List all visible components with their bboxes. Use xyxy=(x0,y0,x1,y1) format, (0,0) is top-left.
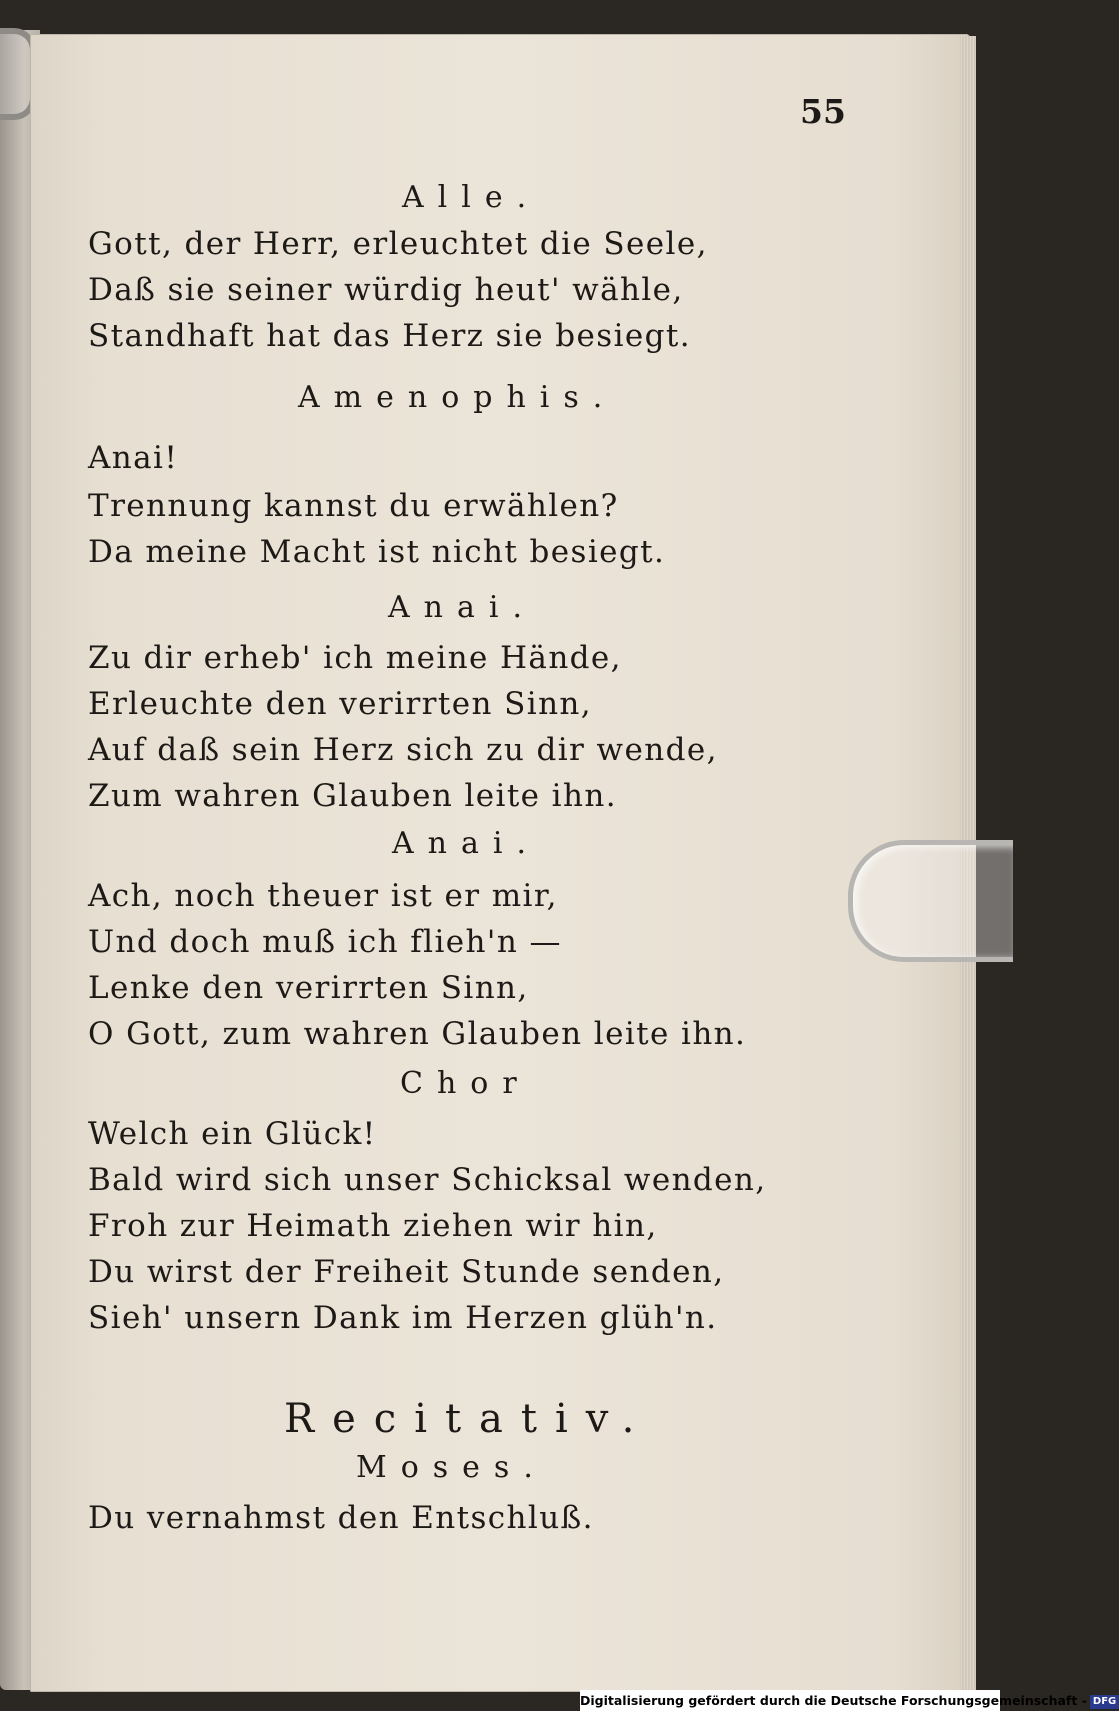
speaker-anai: Anai. xyxy=(392,826,541,861)
verse-line: Auf daß sein Herz sich zu dir wende, xyxy=(88,732,718,768)
verse-line: Standhaft hat das Herz sie besiegt. xyxy=(88,318,691,354)
dfg-logo: DFG xyxy=(1090,1695,1119,1709)
verse-line: Zum wahren Glauben leite ihn. xyxy=(88,778,617,814)
verse-line: Lenke den verirrten Sinn, xyxy=(88,970,529,1006)
verse-line: Anai! xyxy=(88,440,179,476)
verse-line: Du wirst der Freiheit Stunde senden, xyxy=(88,1254,725,1290)
verse-line: Bald wird sich unser Schicksal wenden, xyxy=(88,1162,767,1198)
verse-line: Da meine Macht ist nicht besiegt. xyxy=(88,534,666,570)
speaker-moses: Moses. xyxy=(356,1450,547,1485)
verse-line: O Gott, zum wahren Glauben leite ihn. xyxy=(88,1016,747,1052)
right-page-clip xyxy=(848,840,1013,962)
section-heading-recitativ: Recitativ. xyxy=(284,1396,653,1442)
verse-line: Ach, noch theuer ist er mir, xyxy=(88,878,558,914)
page-number: 55 xyxy=(800,92,846,131)
footer-text: Digitalisierung gefördert durch die Deutsche Forschungsgemeinschaft - xyxy=(580,1693,1087,1708)
verse-line: Und doch muß ich flieh'n — xyxy=(88,924,562,960)
verse-line: Erleuchte den verirrten Sinn, xyxy=(88,686,593,722)
speaker-alle: Alle. xyxy=(402,180,541,215)
digitization-footer xyxy=(580,1690,1117,1711)
verse-line: Sieh' unsern Dank im Herzen glüh'n. xyxy=(88,1300,718,1336)
verse-line: Du vernahmst den Entschluß. xyxy=(88,1500,594,1536)
verse-line: Froh zur Heimath ziehen wir hin, xyxy=(88,1208,658,1244)
verse-line: Zu dir erheb' ich meine Hände, xyxy=(88,640,622,676)
speaker-amenophis: Amenophis. xyxy=(298,380,617,415)
verse-line: Welch ein Glück! xyxy=(88,1116,377,1152)
verse-line: Trennung kannst du erwählen? xyxy=(88,488,619,524)
verse-line: Gott, der Herr, erleuchtet die Seele, xyxy=(88,226,708,262)
speaker-chor: Chor xyxy=(400,1066,531,1101)
verse-line: Daß sie seiner würdig heut' wähle, xyxy=(88,272,684,308)
speaker-anai: Anai. xyxy=(388,590,537,625)
